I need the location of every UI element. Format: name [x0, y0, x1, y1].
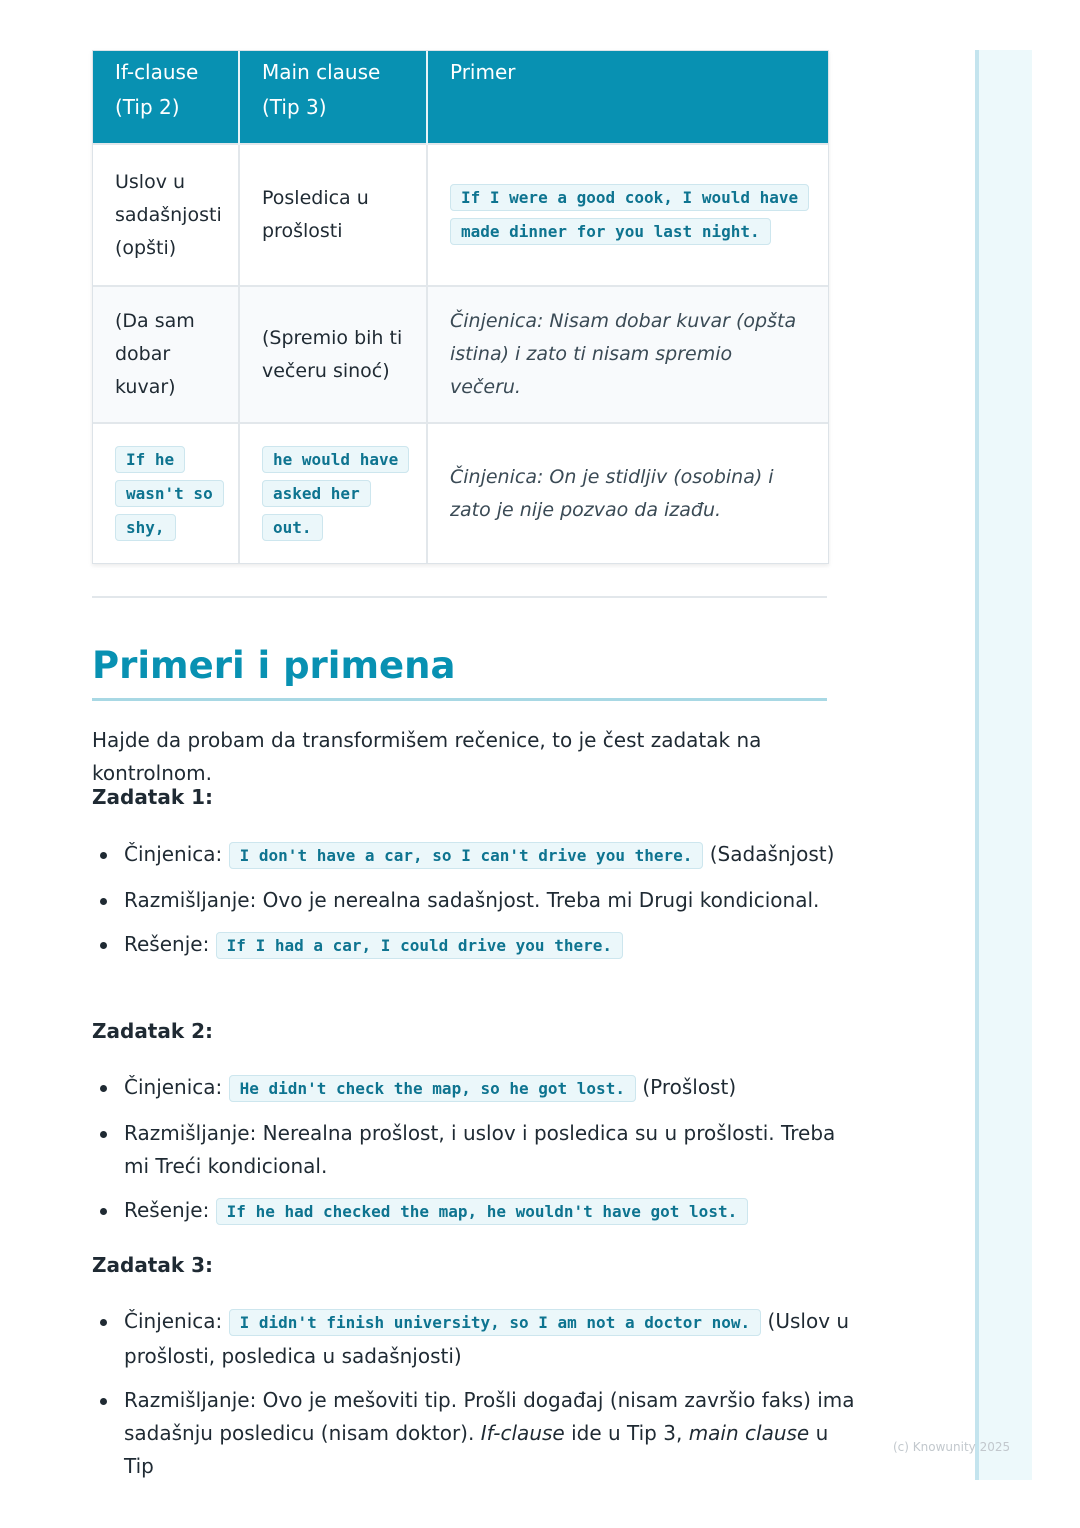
divider — [92, 596, 827, 598]
list-item: Razmišljanje: Ovo je nerealna sadašnjost. Treba mi Drugi kondicional. — [124, 884, 859, 917]
table-header-cell: Primer — [427, 51, 828, 144]
code-snippet: he would have asked her out. — [262, 446, 409, 541]
list-item: Razmišljanje: Nerealna prošlost, i uslov i posledica su u prošlosti. Treba mi Treći kondicional. — [124, 1117, 859, 1183]
table-header-row — [93, 51, 828, 144]
reasoning-text: ide u Tip 3, — [571, 1421, 683, 1445]
code-snippet: He didn't check the map, so he got lost. — [229, 1075, 636, 1102]
list-item — [124, 1384, 859, 1483]
code-snippet: If he wasn't so shy, — [115, 446, 224, 541]
fact-note: (Prošlost) — [642, 1075, 737, 1099]
reasoning-emphasis: If-clause — [480, 1421, 565, 1445]
table-row — [93, 286, 828, 423]
list-item — [124, 1194, 859, 1229]
fact-label: Činjenica: — [124, 1075, 223, 1099]
task-title: Zadatak 1: — [92, 785, 214, 809]
table-cell: Činjenica: On je stidljiv (osobina) i zato je nije pozvao da izađu. — [427, 423, 828, 563]
fact-note: (Sadašnjost) — [709, 842, 835, 866]
table-row — [93, 144, 828, 286]
table-row — [93, 423, 828, 563]
task-title: Zadatak 2: — [92, 1019, 214, 1043]
table-cell: Činjenica: Nisam dobar kuvar (opšta istina) i zato ti nisam spremio večeru. — [427, 286, 828, 423]
intro-paragraph: Hajde da probam da transformišem rečenice, to je čest zadatak na kontrolnom. — [92, 728, 762, 785]
fact-label: Činjenica: — [124, 1309, 223, 1333]
section-title: Primeri i primena — [92, 640, 827, 701]
sidebar-decoration — [975, 50, 1032, 1480]
table-cell: Uslov u sadašnjosti (opšti) — [93, 144, 239, 286]
list-item — [124, 1071, 859, 1106]
list-item — [124, 928, 859, 963]
table-cell — [239, 423, 427, 563]
list-item — [124, 838, 859, 873]
list-item — [124, 1305, 859, 1373]
reasoning-text: u Tip — [124, 1421, 829, 1478]
task-list — [92, 838, 859, 974]
table-cell — [93, 423, 239, 563]
task-title: Zadatak 3: — [92, 1253, 214, 1277]
copyright-footer: (c) Knowunity 2025 — [893, 1440, 1011, 1454]
fact-note: (Uslov u prošlosti, posledica u sadašnjosti) — [124, 1309, 850, 1368]
code-snippet: I don't have a car, so I can't drive you there. — [229, 842, 704, 869]
task-list — [92, 1071, 859, 1240]
code-snippet: I didn't finish university, so I am not a doctor now. — [229, 1309, 762, 1336]
table-cell: (Da sam dobar kuvar) — [93, 286, 239, 423]
code-snippet: If I had a car, I could drive you there. — [216, 932, 623, 959]
table-cell: (Spremio bih ti večeru sinoć) — [239, 286, 427, 423]
solution-label: Rešenje: — [124, 932, 210, 956]
reasoning-emphasis: main clause — [688, 1421, 810, 1445]
task-list — [92, 1305, 859, 1494]
table-cell: Posledica u prošlosti — [239, 144, 427, 286]
table-header-cell: Main clause (Tip 3) — [239, 51, 427, 144]
solution-label: Rešenje: — [124, 1198, 210, 1222]
fact-label: Činjenica: — [124, 842, 223, 866]
table-header-cell: If-clause (Tip 2) — [93, 51, 239, 144]
code-snippet: If he had checked the map, he wouldn't have got lost. — [216, 1198, 749, 1225]
conditional-table — [92, 50, 829, 564]
code-snippet: If I were a good cook, I would have made dinner for you last night. — [450, 184, 809, 245]
table-cell — [427, 144, 828, 286]
reasoning-text: Razmišljanje: Ovo je mešoviti tip. Prošli događaj (nisam završio faks) ima sadašnju posledicu (nisam doktor). — [124, 1388, 855, 1445]
